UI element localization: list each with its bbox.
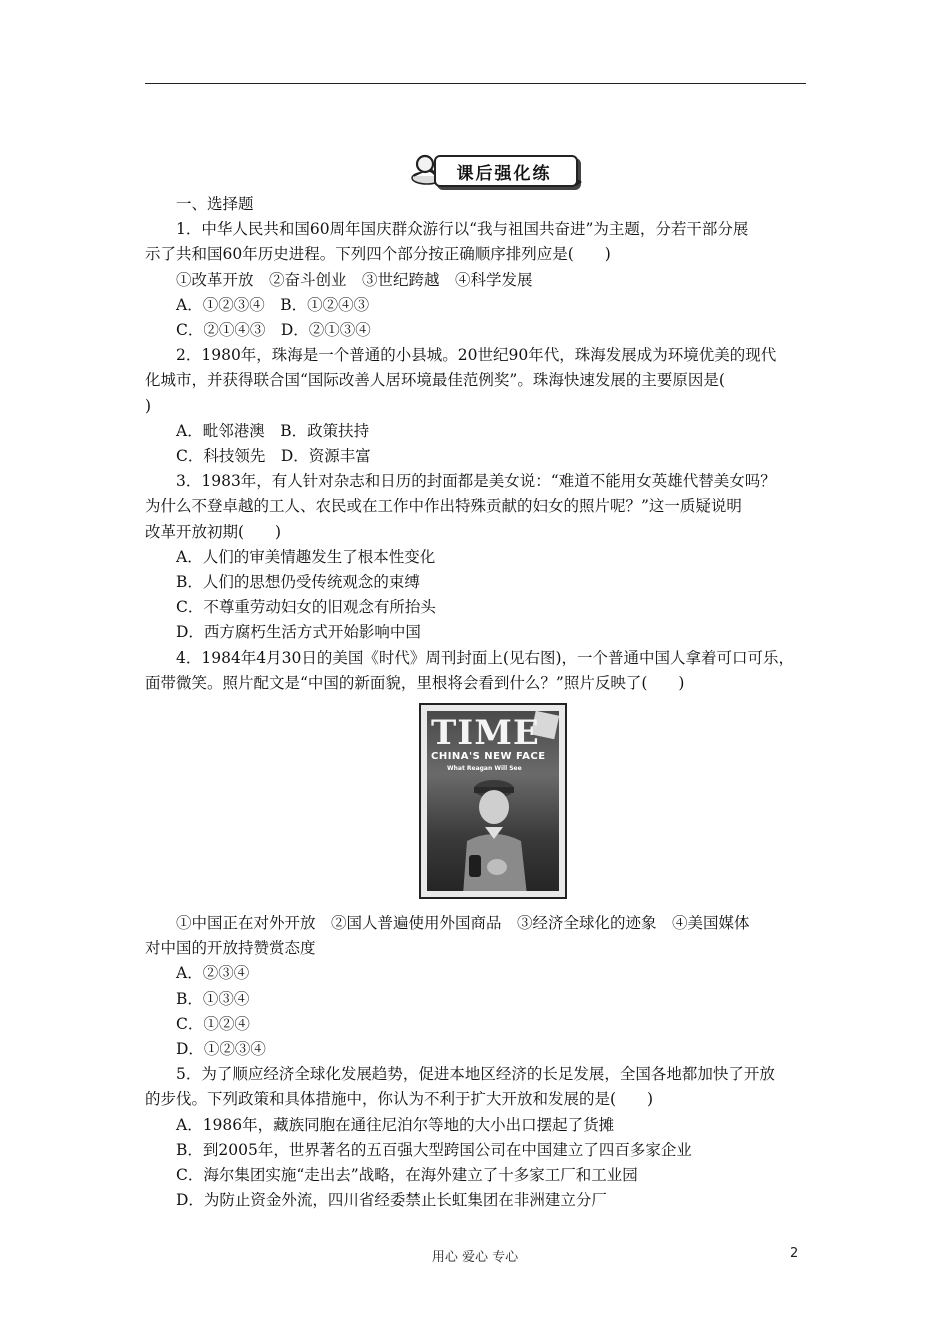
answer-option: A．毗邻港澳 B．政策扶持 [176, 421, 370, 440]
question-stem-line: 1．中华人民共和国60周年国庆群众游行以“我与祖国共奋进”为主题，分若干部分展 [176, 220, 749, 239]
cover-logo: TIME [431, 713, 540, 754]
answer-option: C．海尔集团实施“走出去”战略，在海外建立了十多家工厂和工业园 [176, 1166, 638, 1185]
question-5 [145, 1062, 806, 1213]
cover-subline: What Reagan Will See [447, 765, 522, 773]
question-stem-line: 面带微笑。照片配文是“中国的新面貌，里根将会看到什么？”照片反映了( ) [145, 673, 685, 692]
question-stem-line: 2．1980年，珠海是一个普通的小县城。20世纪90年代，珠海发展成为环境优美的现代 [176, 346, 777, 365]
question-items: ①改革开放 ②奋斗创业 ③世纪跨越 ④科学发展 [176, 270, 533, 289]
banner-arrow-icon [576, 178, 582, 186]
question-stem-line: 为什么不登卓越的工人、农民或在工作中作出特殊贡献的妇女的照片呢？”这一质疑说明 [145, 497, 742, 516]
page-number: 2 [790, 1246, 799, 1261]
answer-option: A．②③④ [176, 964, 250, 983]
question-stem-line: 4．1984年4月30日的美国《时代》周刊封面上(见右图)，一个普通中国人拿着可口可乐， [176, 648, 794, 667]
figure-container [145, 703, 806, 905]
header-rule [145, 83, 806, 84]
question-stem-line: 示了共和国60年历史进程。下列四个部分按正确顺序排列应是( ) [145, 245, 611, 264]
question-2 [145, 343, 806, 469]
question-stem-line: 5．为了顺应经济全球化发展趋势，促进本地区经济的长足发展，全国各地都加快了开放 [176, 1065, 775, 1084]
answer-option: A．人们的审美情趣发生了根本性变化 [176, 547, 436, 566]
page-footer: 用心 爱心 专心 [431, 1250, 519, 1265]
answer-option: D．西方腐朽生活方式开始影响中国 [176, 623, 421, 642]
question-stem-line: ) [145, 396, 152, 415]
cover-person-illustration [457, 775, 531, 891]
question-4 [145, 646, 806, 1063]
answer-option: D．为防止资金外流，四川省经委禁止长虹集团在非洲建立分厂 [176, 1191, 607, 1210]
question-stem-line: 3．1983年，有人针对杂志和日历的封面都是美女说：“难道不能用女英雄代替美女吗？ [176, 472, 776, 491]
answer-option: C．不尊重劳动妇女的旧观念有所抬头 [176, 598, 436, 617]
question-content [145, 192, 806, 1214]
question-stem-line: 化城市，并获得联合国“国际改善人居环境最佳范例奖”。珠海快速发展的主要原因是( [145, 371, 725, 390]
section-title: 课后强化练 [456, 164, 552, 184]
section-banner [410, 150, 580, 190]
answer-option: C．科技领先 D．资源丰富 [176, 447, 371, 466]
answer-option: A．①②③④ B．①②④③ [176, 295, 370, 314]
answer-option: C．①②④ [176, 1014, 250, 1033]
answer-option: C．②①④③ D．②①③④ [176, 321, 371, 340]
question-stem-line: 改革开放初期( ) [145, 522, 282, 541]
time-magazine-cover [419, 703, 567, 899]
answer-option: B．人们的思想仍受传统观念的束缚 [176, 573, 420, 592]
answer-option: B．①③④ [176, 989, 250, 1008]
section-heading: 一、选择题 [176, 195, 254, 213]
question-items: 对中国的开放持赞赏态度 [145, 939, 316, 958]
cover-headline: CHINA'S NEW FACE [431, 751, 546, 763]
question-1 [145, 217, 806, 343]
answer-option: A．1986年，藏族同胞在通往尼泊尔等地的大小出口摆起了货摊 [176, 1115, 615, 1134]
question-3 [145, 469, 806, 645]
cover-photo [427, 711, 559, 891]
question-items: ①中国正在对外开放 ②国人普遍使用外国商品 ③经济全球化的迹象 ④美国媒体 [176, 914, 750, 933]
question-stem-line: 的步伐。下列政策和具体措施中，你认为不利于扩大开放和发展的是( ) [145, 1090, 654, 1109]
answer-option: B．到2005年，世界著名的五百强大型跨国公司在中国建立了四百多家企业 [176, 1140, 692, 1159]
answer-option: D．①②③④ [176, 1040, 266, 1059]
